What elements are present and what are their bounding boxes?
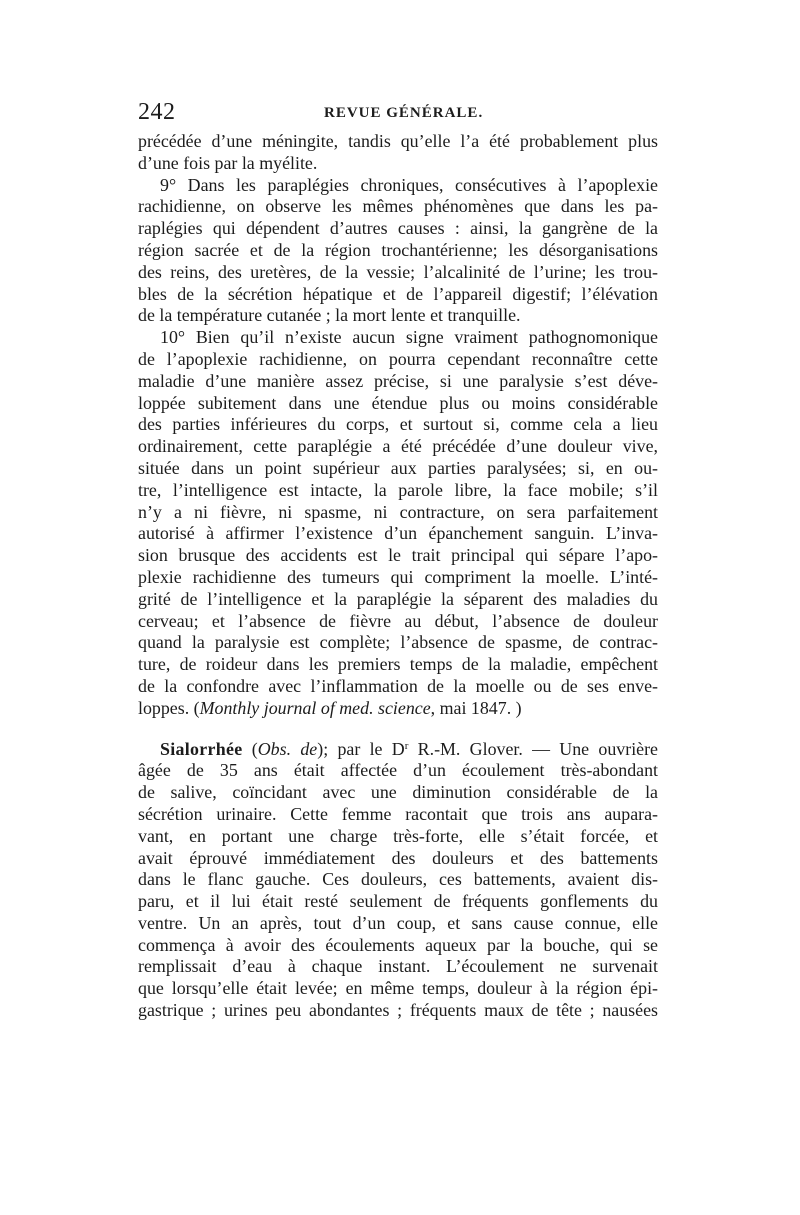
- text-line: région sacrée et de la région trochantérienne; les désorganisations: [138, 239, 658, 260]
- text-line: sion brusque des accidents est le trait principal qui sépare l’apo-: [138, 545, 658, 566]
- text-line: précédée d’une méningite, tandis qu’elle l’a été probablement plus: [138, 131, 658, 151]
- text-line: gastrique ; urines peu abondantes ; fréquents maux de tête ; nausées: [138, 1000, 658, 1021]
- section-author-rest: R.-M. Glover. — Une ouvrière: [408, 738, 659, 759]
- text-line: sécrétion urinaire. Cette femme racontait que trois ans aupara-: [138, 803, 658, 824]
- text-line: grité de l’intelligence et la paraplégie la séparent des maladies du: [138, 588, 658, 609]
- paragraph-point-9: [138, 175, 658, 328]
- header-title: REVUE GÉNÉRALE.: [324, 105, 484, 121]
- text-line-citation: [138, 698, 658, 720]
- text-line: de la confondre avec l’inflammation de la moelle ou de ses enve-: [138, 675, 658, 696]
- section-gap: [138, 720, 658, 739]
- text-line: âgée de 35 ans était affectée d’un écoulement très-abondant: [138, 760, 658, 781]
- text-line: ordinairement, cette paraplégie a été précédée d’une douleur vive,: [138, 436, 658, 457]
- section-paren: (: [242, 738, 258, 759]
- citation-prefix: loppes. (: [138, 697, 200, 718]
- text-line: remplissait d’eau à chaque instant. L’écoulement ne survenait: [138, 956, 658, 977]
- section-obs: Obs. de: [257, 738, 318, 759]
- text-line: raplégies qui dépendent d’autres causes : ainsi, la gangrène de la: [138, 218, 658, 239]
- text-line: ventre. Un an après, tout d’un coup, et sans cause connue, elle: [138, 912, 658, 933]
- section-heading-line: [138, 739, 658, 761]
- text-line: commença à avoir des écoulements aqueux par la bouche, qui se: [138, 934, 658, 955]
- text-line: rachidienne, on observe les mêmes phénomènes que dans les pa-: [138, 196, 658, 217]
- text-line: 9° Dans les paraplégies chroniques, consécutives à l’apoplexie: [160, 174, 658, 195]
- text-line: bles de la sécrétion hépatique et de l’appareil digestif; l’élévation: [138, 283, 658, 304]
- paragraph-continuation: [138, 131, 658, 175]
- section-title: Sialorrhée: [160, 738, 243, 759]
- page-number: 242: [138, 99, 176, 125]
- text-line: d’une fois par la myélite.: [138, 152, 318, 173]
- text-line: tre, l’intelligence est intacte, la parole libre, la face mobile; s’il: [138, 479, 658, 500]
- text-line: des parties inférieures du corps, et surtout si, comme cela a lieu: [138, 414, 658, 435]
- text-line: de salive, coïncidant avec une diminution considérable de la: [138, 782, 658, 803]
- text-line: située dans un point supérieur aux parties paralysées; si, en ou-: [138, 457, 658, 478]
- text-line: ture, de roideur dans les premiers temps de la maladie, empêchent: [138, 654, 658, 675]
- text-line: quand la paralysie est complète; l’absence de spasme, de contrac-: [138, 632, 658, 653]
- text-line: que lorsqu’elle était levée; en même temps, douleur à la région épi-: [138, 978, 658, 999]
- section-sialorrhee: [138, 739, 658, 1022]
- paragraph-point-10: [138, 327, 658, 719]
- text-line: de l’apoplexie rachidienne, on pourra cependant reconnaître cette: [138, 348, 658, 369]
- section-author-sup: r: [404, 739, 409, 752]
- citation-suffix: , mai 1847. ): [430, 697, 522, 718]
- text-line: 10° Bien qu’il n’existe aucun signe vraiment pathognomonique: [160, 327, 658, 348]
- page: [138, 95, 658, 1022]
- text-line: de la température cutanée ; la mort lente et tranquille.: [138, 305, 521, 326]
- text-line: vant, en portant une charge très-forte, elle s’était forcée, et: [138, 825, 658, 846]
- section-author-prefix: ); par le D: [317, 738, 405, 759]
- journal-citation: Monthly journal of med. science: [199, 697, 431, 718]
- text-line: paru, et il lui était resté seulement de fréquents gonflements du: [138, 891, 658, 912]
- text-line: maladie d’une manière assez précise, si une paralysie s’est déve-: [138, 370, 658, 391]
- text-line: cerveau; et l’absence de fièvre au début, l’absence de douleur: [138, 610, 658, 631]
- text-line: des reins, des uretères, de la vessie; l’alcalinité de l’urine; les trou-: [138, 261, 658, 282]
- text-line: dans le flanc gauche. Ces douleurs, ces battements, avaient dis-: [138, 869, 658, 890]
- running-head: [138, 95, 658, 131]
- text-line: loppée subitement dans une étendue plus ou moins considérable: [138, 392, 658, 413]
- text-line: n’y a ni fièvre, ni spasme, ni contracture, on sera parfaitement: [138, 501, 658, 522]
- text-line: plexie rachidienne des tumeurs qui compriment la moelle. L’inté-: [138, 566, 658, 587]
- text-line: avait éprouvé immédiatement des douleurs et des battements: [138, 847, 658, 868]
- text-line: autorisé à affirmer l’existence d’un épanchement sanguin. L’inva-: [138, 523, 658, 544]
